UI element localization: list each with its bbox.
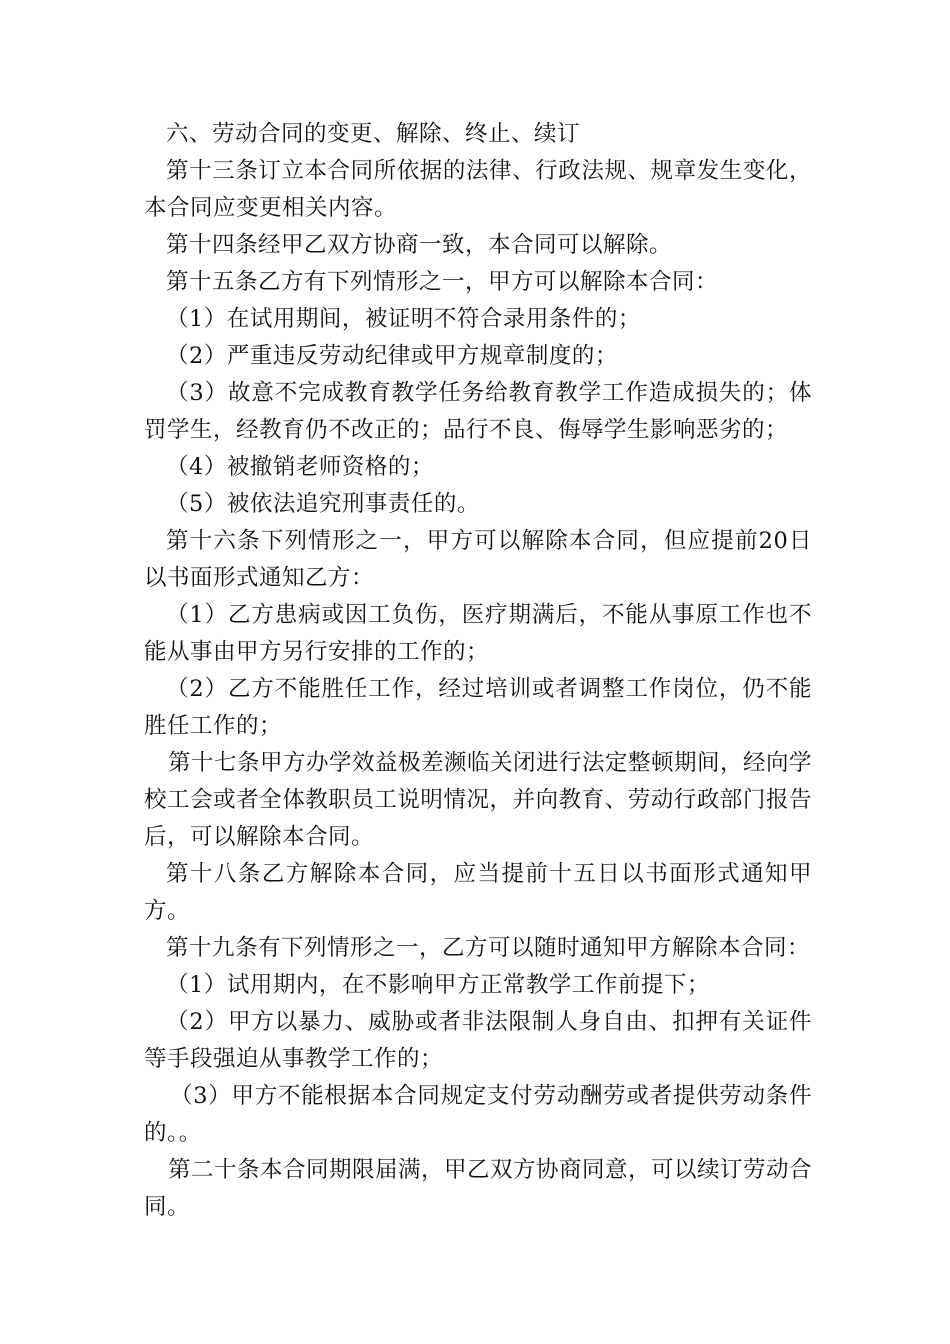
article-18: 第十八条乙方解除本合同，应当提前十五日以书面形式通知甲方。 xyxy=(144,861,812,924)
article-19-item-3: （3）甲方不能根据本合同规定支付劳动酬劳或者提供劳动条件的。。 xyxy=(144,1083,812,1146)
section-heading: 六、劳动合同的变更、解除、终止、续订 xyxy=(166,121,581,147)
article-13: 第十三条订立本合同所依据的法律、行政法规、规章发生变化，本合同应变更相关内容。 xyxy=(144,158,812,221)
article-19: 第十九条有下列情形之一，乙方可以随时通知甲方解除本合同： xyxy=(166,935,811,961)
article-19-item-2: （2）甲方以暴力、威胁或者非法限制人身自由、扣押有关证件等手段强迫从事教学工作的； xyxy=(144,1009,812,1072)
article-19-item-1: （1）试用期内，在不影响甲方正常教学工作前提下； xyxy=(166,972,710,998)
article-15-item-5: （5）被依法追究刑事责任的。 xyxy=(166,491,480,517)
article-15-item-4: （4）被撤销老师资格的； xyxy=(166,454,434,480)
article-15: 第十五条乙方有下列情形之一，甲方可以解除本合同： xyxy=(166,269,719,295)
document-body xyxy=(144,116,812,1226)
article-15-item-2: （2）严重违反劳动纪律或甲方规章制度的； xyxy=(166,343,618,369)
article-17: 第十七条甲方办学效益极差濒临关闭进行法定整顿期间，经向学校工会或者全体教职员工说明情况，并向教育、劳动行政部门报告后，可以解除本合同。 xyxy=(144,750,813,850)
article-15-item-3: （3）故意不完成教育教学任务给教育教学工作造成损失的；体罚学生，经教育仍不改正的；品行不良、侮辱学生影响恶劣的； xyxy=(144,380,812,443)
article-16: 第十六条下列情形之一，甲方可以解除本合同，但应提前20日以书面形式通知乙方： xyxy=(144,528,812,591)
article-15-item-1: （1）在试用期间，被证明不符合录用条件的； xyxy=(166,306,641,332)
article-14: 第十四条经甲乙双方协商一致，本合同可以解除。 xyxy=(166,232,673,258)
article-20: 第二十条本合同期限届满，甲乙双方协商同意，可以续订劳动合同。 xyxy=(144,1157,813,1220)
article-16-item-2: （2）乙方不能胜任工作，经过培训或者调整工作岗位，仍不能胜任工作的； xyxy=(144,676,812,739)
article-16-item-1: （1）乙方患病或因工负伤，医疗期满后，不能从事原工作也不能从事由甲方另行安排的工作的； xyxy=(144,602,812,665)
